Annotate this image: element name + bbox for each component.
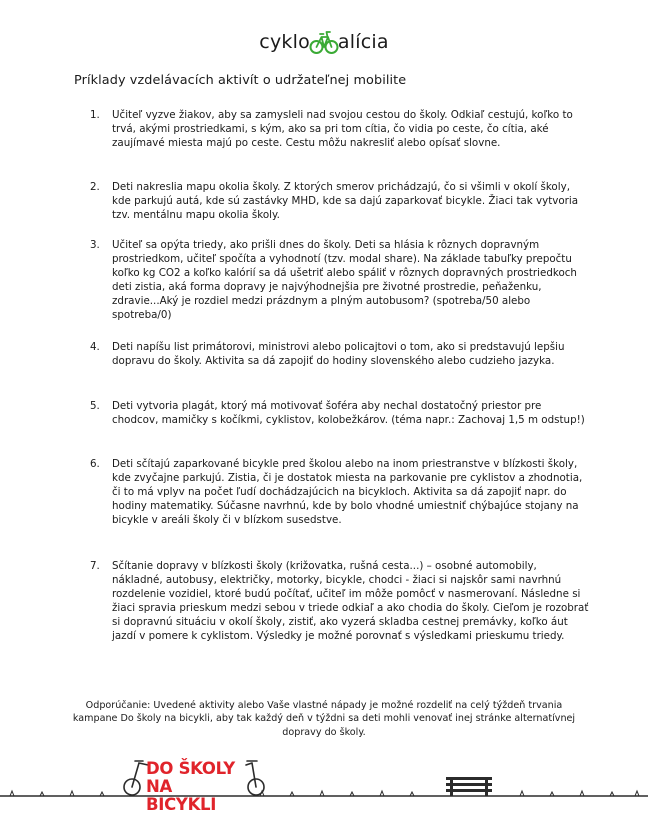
- list-item: [90, 341, 590, 369]
- campaign-line-2: NA BICYKLI: [146, 777, 217, 814]
- cyklokoalicia-logo: [0, 20, 648, 54]
- list-item-number: 5.: [90, 400, 100, 412]
- recommendation-note: Odporúčanie: Uvedené aktivity alebo Vaše vlastné nápady je možné rozdeliť na celý týždeň trvania kampane Do školy na bicykli, aby tak každý deň v týždni sa deti mohli venovať inej stránke alternatívnej dopravy do školy.: [72, 699, 576, 738]
- list-item-text: Deti napíšu list primátorovi, ministrovi alebo policajtovi o tom, ako si predstavujú lepšiu dopravu do školy. Aktivita sa dá zapojiť do hodiny slovenského alebo cudzieho jazyka.: [112, 341, 565, 367]
- list-item-text: Deti vytvoria plagát, ktorý má motivovať šoféra aby nechal dostatočný priestor pre chodcov, mamičky s kočíkmi, cyklistov, kolobežkárov. (téma napr.: Zachovaj 1,5 m odstup!): [112, 400, 585, 426]
- grass-icon: [0, 791, 648, 796]
- list-item: [90, 560, 590, 643]
- bench-icon: [446, 777, 492, 796]
- list-item-text: Učiteľ vyzve žiakov, aby sa zamysleli nad svojou cestou do školy. Odkiaľ cestujú, koľko to trvá, akými prostriedkami, s kým, ako sa pri tom cítia, čo vidia po ceste, čo cítia, aké zaujímavé miesta majú po ceste. Cestu môžu nakresliť alebo opísať slovne.: [112, 109, 573, 149]
- logo-text-part1: cyklo: [259, 31, 310, 53]
- logo-text: [259, 26, 388, 54]
- page-title: Príklady vzdelávacích aktivít o udržateľnej mobilite: [74, 73, 407, 88]
- list-item-text: Deti sčítajú zaparkované bicykle pred školou alebo na inom priestranstve v blízkosti školy, kde zvyčajne parkujú. Zistia, či je dostatok miesta na parkovanie pre cyklistov a zhodnotia, či to má vplyv na počet ľudí dochádzajúcich na bicykloch. Aktivita sa dá zapojiť napr. do hodiny matematiky. Súčasne navrhnú, kde by bolo vhodné umiestniť chýbajúce stojany na bicykle v areáli školy či v blízkom susedstve.: [112, 458, 583, 526]
- campaign-line-1: DO ŠKOLY: [146, 759, 235, 778]
- list-item-text: Deti nakreslia mapu okolia školy. Z ktorých smerov prichádzajú, čo si všimli v okolí školy, kde parkujú autá, kde sú zastávky MHD, kde sa dajú zaparkovať bicykle. Žiaci tak vytvoria tzv. mentálnu mapu okolia školy.: [112, 181, 579, 221]
- list-item-number: 3.: [90, 239, 100, 251]
- bicycle-icon: [309, 26, 339, 56]
- footer-illustration: [0, 755, 648, 815]
- list-item-number: 7.: [90, 560, 100, 572]
- list-item: [90, 181, 590, 223]
- list-item: [90, 458, 590, 528]
- list-item-number: 2.: [90, 181, 100, 193]
- list-item: [90, 109, 590, 151]
- list-item-text: Učiteľ sa opýta triedy, ako prišli dnes do školy. Deti sa hlásia k rôznych dopravným prostriedkom, učiteľ spočíta a vyhodnotí (tzv. modal share). Na základe tabuľky prepočtu koľko kg CO2 a koľko kalórií sa dá ušetriť alebo spáliť v rôznych dopravných prostriedkoch deti zistia, aká forma dopravy je najvýhodnejšia pre životné prostredie, peňaženku, zdravie...Aký je rozdiel medzi prázdnym a plným autobusom? (spotreba/50 alebo spotreba/0): [112, 239, 577, 321]
- list-item-text: Sčítanie dopravy v blízkosti školy (križovatka, rušná cesta...) – osobné automobily, nákladné, autobusy, električky, motorky, bicykle, chodci - žiaci si najskôr sami navrhnú rozdelenie vozidiel, ktoré budú počítať, učiteľ im môže pomôcť v nasmerovaní. Následne si žiaci spravia prieskum medzi sebou v triede odkiaľ a ako chodia do školy. Cieľom je rozobrať si dopravnú situáciu v okolí školy, zistiť, ako vyzerá skladba cestnej premávky, koľko áut jazdí v pomere k cyklistom. Výsledky je možné porovnať s výsledkami prieskumu triedy.: [112, 560, 589, 642]
- list-item: [90, 400, 590, 428]
- list-item-number: 6.: [90, 458, 100, 470]
- list-item: [90, 239, 590, 322]
- campaign-logo: [146, 760, 244, 814]
- logo-text-part2: alícia: [337, 31, 389, 53]
- list-item-number: 1.: [90, 109, 100, 121]
- list-item-number: 4.: [90, 341, 100, 353]
